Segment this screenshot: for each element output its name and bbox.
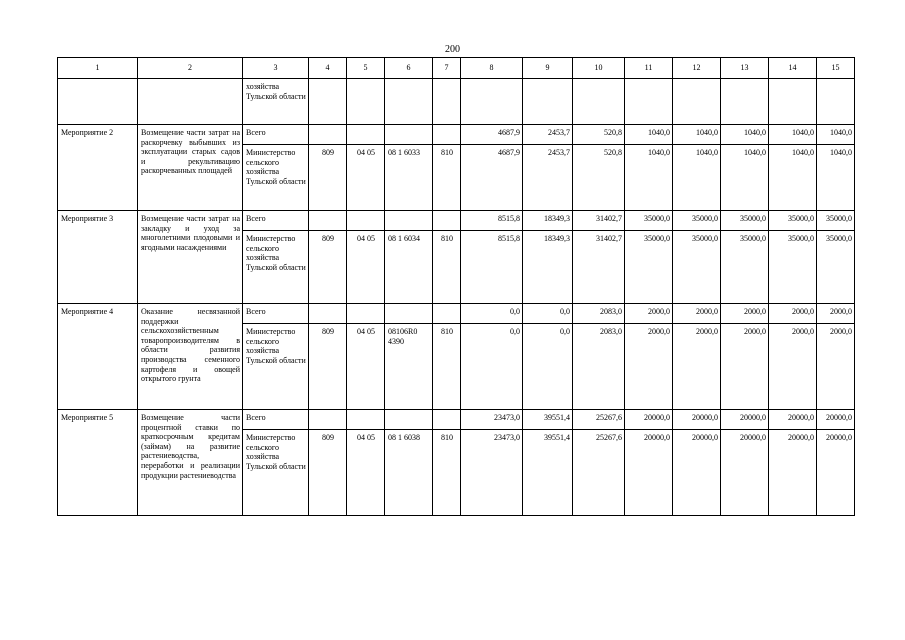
executor-cell: Министерство сельского хозяйства Тульской области — [243, 324, 309, 410]
vr-code: 810 — [433, 430, 461, 516]
value-cell: 2000,0 — [673, 324, 721, 410]
value-cell: 0,0 — [523, 304, 573, 324]
event-total-row — [58, 211, 855, 231]
value-cell: 1040,0 — [625, 125, 673, 145]
total-label: Всего — [243, 410, 309, 430]
vr-code: 810 — [433, 145, 461, 211]
value-cell: 8515,8 — [461, 231, 523, 304]
value-cell: 4687,9 — [461, 145, 523, 211]
continuation-row — [58, 79, 855, 125]
value-cell: 1040,0 — [673, 145, 721, 211]
value-cell: 20000,0 — [817, 430, 855, 516]
value-cell: 35000,0 — [721, 211, 769, 231]
header-cell: 3 — [243, 58, 309, 79]
header-cell: 8 — [461, 58, 523, 79]
empty-cell — [309, 125, 347, 145]
value-cell: 2000,0 — [721, 304, 769, 324]
event-name: Мероприятие 3 — [58, 211, 138, 304]
value-cell: 2000,0 — [817, 304, 855, 324]
value-cell: 1040,0 — [769, 125, 817, 145]
value-cell: 35000,0 — [817, 231, 855, 304]
event-name: Мероприятие 2 — [58, 125, 138, 211]
value-cell: 2000,0 — [769, 324, 817, 410]
grbs-code: 809 — [309, 324, 347, 410]
value-cell: 35000,0 — [721, 231, 769, 304]
value-cell: 18349,3 — [523, 211, 573, 231]
rzpr-code: 04 05 — [347, 430, 385, 516]
empty-cell — [347, 410, 385, 430]
value-cell: 35000,0 — [625, 211, 673, 231]
header-cell: 9 — [523, 58, 573, 79]
rzpr-code: 04 05 — [347, 145, 385, 211]
value-cell: 35000,0 — [673, 231, 721, 304]
value-cell: 20000,0 — [673, 430, 721, 516]
value-cell: 25267,6 — [573, 430, 625, 516]
value-cell: 2083,0 — [573, 324, 625, 410]
value-cell: 23473,0 — [461, 430, 523, 516]
total-label: Всего — [243, 125, 309, 145]
header-cell: 4 — [309, 58, 347, 79]
value-cell: 2000,0 — [625, 304, 673, 324]
event-description: Возмещение части процентной ставки по краткосрочным кредитам (займам) на развитие растениеводства, переработки и реализации продукции растениеводства — [138, 410, 243, 516]
value-cell: 2000,0 — [769, 304, 817, 324]
header-cell: 11 — [625, 58, 673, 79]
value-cell: 20000,0 — [673, 410, 721, 430]
value-cell: 18349,3 — [523, 231, 573, 304]
value-cell: 1040,0 — [817, 125, 855, 145]
csr-code: 08 1 6034 — [385, 231, 433, 304]
vr-code: 810 — [433, 231, 461, 304]
value-cell: 31402,7 — [573, 211, 625, 231]
empty-cell — [309, 304, 347, 324]
value-cell: 20000,0 — [769, 410, 817, 430]
value-cell: 2453,7 — [523, 145, 573, 211]
value-cell: 1040,0 — [817, 145, 855, 211]
value-cell: 4687,9 — [461, 125, 523, 145]
rzpr-code: 04 05 — [347, 324, 385, 410]
event-total-row — [58, 125, 855, 145]
value-cell: 1040,0 — [673, 125, 721, 145]
event-total-row — [58, 304, 855, 324]
value-cell: 2000,0 — [673, 304, 721, 324]
empty-cell — [385, 125, 433, 145]
header-cell: 2 — [138, 58, 243, 79]
value-cell: 2000,0 — [625, 324, 673, 410]
value-cell: 520,8 — [573, 145, 625, 211]
value-cell: 2083,0 — [573, 304, 625, 324]
header-cell: 13 — [721, 58, 769, 79]
event-description: Возмещение части затрат на закладку и уход за многолетними плодовыми и ягодными насаждениями — [138, 211, 243, 304]
empty-cell — [433, 211, 461, 231]
executor-cell: хозяйства Тульской области — [243, 79, 309, 125]
header-cell: 1 — [58, 58, 138, 79]
value-cell: 35000,0 — [625, 231, 673, 304]
executor-cell: Министерство сельского хозяйства Тульской области — [243, 430, 309, 516]
empty-cell — [385, 410, 433, 430]
value-cell: 0,0 — [461, 304, 523, 324]
rzpr-code: 04 05 — [347, 231, 385, 304]
csr-code: 08 1 6033 — [385, 145, 433, 211]
value-cell: 35000,0 — [769, 231, 817, 304]
value-cell: 8515,8 — [461, 211, 523, 231]
value-cell: 31402,7 — [573, 231, 625, 304]
budget-table — [57, 57, 855, 516]
empty-cell — [309, 410, 347, 430]
value-cell: 2000,0 — [721, 324, 769, 410]
event-name: Мероприятие 4 — [58, 304, 138, 410]
executor-cell: Министерство сельского хозяйства Тульской области — [243, 231, 309, 304]
executor-cell: Министерство сельского хозяйства Тульской области — [243, 145, 309, 211]
page-number: 200 — [445, 44, 460, 55]
empty-cell — [347, 304, 385, 324]
value-cell: 20000,0 — [817, 410, 855, 430]
event-description: Оказание несвязанной поддержки сельскохозяйственным товаропроизводителям в области развития производства семенного картофеля и овощей открытого грунта — [138, 304, 243, 410]
event-name: Мероприятие 5 — [58, 410, 138, 516]
value-cell: 20000,0 — [625, 430, 673, 516]
value-cell: 39551,4 — [523, 430, 573, 516]
value-cell: 1040,0 — [625, 145, 673, 211]
value-cell: 35000,0 — [769, 211, 817, 231]
grbs-code: 809 — [309, 430, 347, 516]
header-cell: 5 — [347, 58, 385, 79]
grbs-code: 809 — [309, 145, 347, 211]
empty-cell — [309, 211, 347, 231]
header-cell: 15 — [817, 58, 855, 79]
value-cell: 39551,4 — [523, 410, 573, 430]
csr-code: 08106R0 4390 — [385, 324, 433, 410]
empty-cell — [433, 125, 461, 145]
event-total-row — [58, 410, 855, 430]
header-cell: 10 — [573, 58, 625, 79]
value-cell: 1040,0 — [721, 125, 769, 145]
header-cell: 14 — [769, 58, 817, 79]
empty-cell — [347, 211, 385, 231]
vr-code: 810 — [433, 324, 461, 410]
header-cell: 12 — [673, 58, 721, 79]
value-cell: 20000,0 — [721, 430, 769, 516]
total-label: Всего — [243, 211, 309, 231]
header-cell: 6 — [385, 58, 433, 79]
csr-code: 08 1 6038 — [385, 430, 433, 516]
value-cell: 0,0 — [523, 324, 573, 410]
empty-cell — [433, 304, 461, 324]
value-cell: 1040,0 — [721, 145, 769, 211]
grbs-code: 809 — [309, 231, 347, 304]
value-cell: 23473,0 — [461, 410, 523, 430]
value-cell: 2453,7 — [523, 125, 573, 145]
value-cell: 20000,0 — [721, 410, 769, 430]
value-cell: 0,0 — [461, 324, 523, 410]
value-cell: 35000,0 — [673, 211, 721, 231]
event-description: Возмещение части затрат на раскорчевку выбывших из эксплуатации старых садов и рекультивацию раскорчеванных площадей — [138, 125, 243, 211]
value-cell: 520,8 — [573, 125, 625, 145]
empty-cell — [433, 410, 461, 430]
total-label: Всего — [243, 304, 309, 324]
value-cell: 25267,6 — [573, 410, 625, 430]
value-cell: 2000,0 — [817, 324, 855, 410]
header-row — [58, 58, 855, 79]
empty-cell — [385, 304, 433, 324]
empty-cell — [385, 211, 433, 231]
empty-cell — [347, 125, 385, 145]
header-cell: 7 — [433, 58, 461, 79]
value-cell: 35000,0 — [817, 211, 855, 231]
value-cell: 1040,0 — [769, 145, 817, 211]
value-cell: 20000,0 — [769, 430, 817, 516]
value-cell: 20000,0 — [625, 410, 673, 430]
